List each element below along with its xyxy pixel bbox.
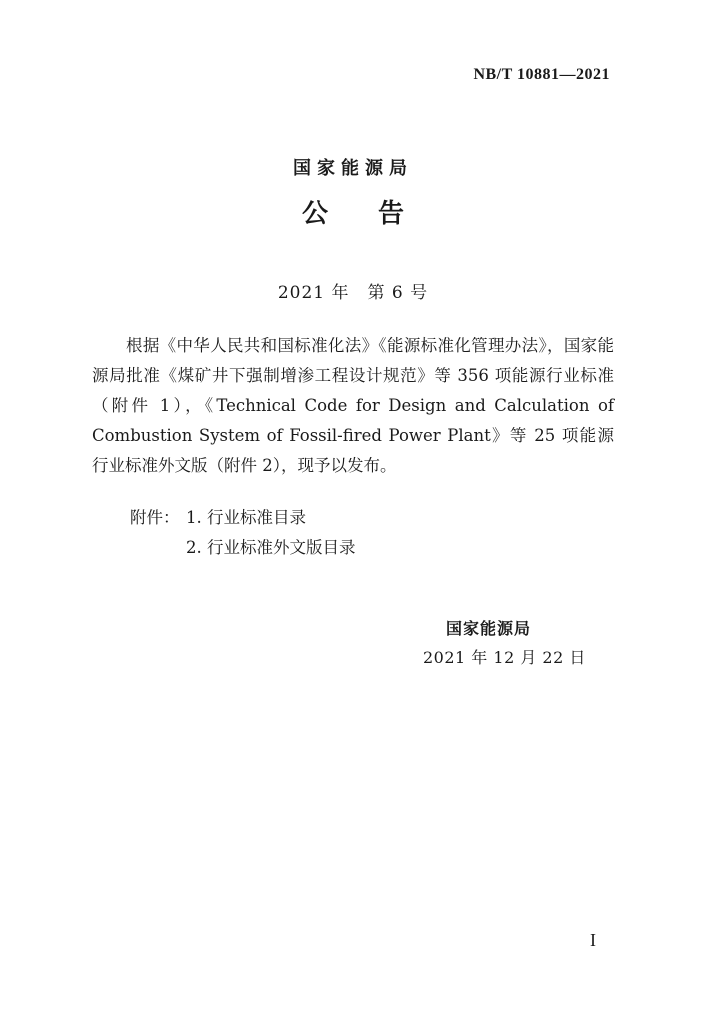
page-number: I bbox=[590, 930, 596, 950]
attachments-label: 附件： bbox=[130, 508, 180, 527]
standard-code: NB/T 10881—2021 bbox=[473, 66, 610, 83]
attachment-text: 2. 行业标准外文版目录 bbox=[186, 538, 356, 557]
announcement-paragraph: 根据《中华人民共和国标准化法》《能源标准化管理办法》，国家能源局批准《煤矿井下强制增渗工程设计规范》等 356 项能源行业标准（附件 1），《Technical Code for Design and Calculation of Combustion System of Fossil-fired Power Plant》等 25 项能源行业标准外文版（附件 2），现予以发布。 bbox=[92, 336, 614, 475]
attachment-text: 1. 行业标准目录 bbox=[186, 508, 306, 527]
issuing-agency-title: 国家能源局 bbox=[293, 158, 413, 179]
attachment-item-1 bbox=[130, 503, 356, 533]
document-type-title: 公告 bbox=[301, 199, 454, 229]
signature-date: 2021 年 12 月 22 日 bbox=[423, 648, 586, 667]
attachment-item-2 bbox=[130, 533, 356, 563]
attachments-list bbox=[130, 503, 356, 563]
issue-number: 2021 年 第 6 号 bbox=[277, 283, 429, 303]
signature-agency: 国家能源局 bbox=[446, 619, 532, 638]
